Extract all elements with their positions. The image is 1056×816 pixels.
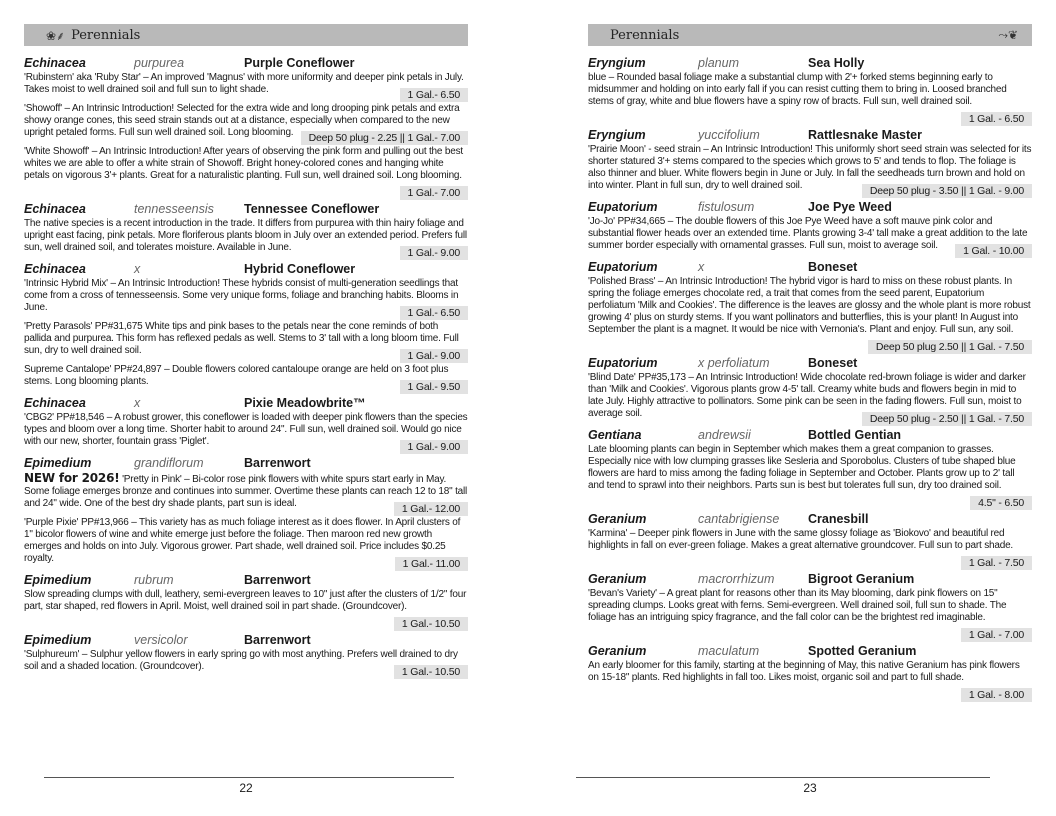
variety-text: Late blooming plants can begin in September which makes them a great companion to grasses. Especially nice with low clumping grasses like Sesleria and Sporobolus. Clusters of tube shaped blue flowers are hard to miss among the fading foliage in September and October. Plants grow up to 2' tall and tend to sprawl into their neighbors. Parts sun is best but tolerates full sun, dry too drained soil. bbox=[588, 444, 1016, 491]
plant-genus: Gentiana bbox=[588, 428, 642, 442]
plant-heading bbox=[24, 202, 468, 217]
variety-description bbox=[24, 103, 468, 144]
variety-description bbox=[24, 649, 468, 678]
right-page bbox=[528, 0, 1056, 816]
plant-entry bbox=[588, 200, 1032, 257]
plant-heading bbox=[588, 56, 1032, 71]
variety-description bbox=[24, 321, 468, 362]
price-tag: Deep 50 plug - 3.50 || 1 Gal. - 9.00 bbox=[862, 184, 1032, 198]
plant-common-name: Spotted Geranium bbox=[808, 644, 917, 658]
plant-genus: Eryngium bbox=[588, 128, 646, 142]
plant-entry bbox=[588, 572, 1032, 641]
price-tag: 1 Gal. - 10.00 bbox=[955, 244, 1032, 258]
variety-text: 'Pretty Parasols' PP#31,675 White tips and pink bases to the petals near the cone reminds of both pallida and purpurea. This form has reflexed pedals as well. Stems to 3' tall with a long bloom time. Full sun, dry to well drained soil. bbox=[24, 321, 459, 356]
plant-common-name: Hybrid Coneflower bbox=[244, 262, 356, 276]
variety-text: 'Jo-Jo' PP#34,665 – The double flowers of this Joe Pye Weed have a soft mauve pink color and substantial flower heads over an extended time. Plants growing 3-4' tall make a great addition to the late summer border especially with ornamental grasses. Full sun, moist to average soil. bbox=[588, 216, 1028, 251]
footer-divider bbox=[576, 777, 990, 778]
plant-heading bbox=[24, 456, 468, 471]
variety-text: blue – Rounded basal foliage make a substantial clump with 2'+ forked stems beginning early to midsummer and holding on into early fall if you can resist cutting them to bring in. Loosed branched stems of gray, white and blue flowers have a spiny row of bracts. Full sun, well drained soil. bbox=[588, 72, 1007, 107]
variety-text: 'Blind Date' PP#35,173 – An Intrinsic Introduction! Wide chocolate red-brown foliage is wider and darker than 'Milk and Cookies'. Vigorous plants grow 4-5' tall. Creamy white buds and flowers begin in mid to late July. Highly attractive to pollinators. Some pink can be seen in the fading flowers. Full sun, moist to average soil. bbox=[588, 372, 1026, 419]
variety-text: 'Karmina' – Deeper pink flowers in June with the same glossy foliage as 'Biokovo' and beautiful red highlights in fall on ever-green foliage. Makes a great alternative groundcover. Full sun to part shade. bbox=[588, 528, 1014, 551]
plant-entry bbox=[24, 456, 468, 570]
page-header bbox=[24, 24, 468, 46]
plant-entry bbox=[588, 260, 1032, 353]
plant-heading bbox=[24, 573, 468, 588]
variety-description bbox=[24, 218, 468, 259]
plant-species: x perfoliatum bbox=[698, 356, 770, 370]
variety-description bbox=[588, 72, 1032, 125]
plant-entry bbox=[24, 262, 468, 393]
plant-genus: Geranium bbox=[588, 572, 647, 586]
variety-text: 'Rubinstern' aka 'Ruby Star' – An improved 'Magnus' with more uniformity and deeper pink petals in July. Takes moist to well drained soil and full sun to light shade. bbox=[24, 72, 464, 95]
plant-heading bbox=[588, 260, 1032, 275]
plant-entry bbox=[24, 633, 468, 678]
header-title: Perennials bbox=[610, 27, 680, 43]
catalog-column bbox=[588, 56, 1032, 704]
plant-common-name: Boneset bbox=[808, 356, 858, 370]
variety-description bbox=[588, 528, 1032, 569]
variety-description bbox=[24, 146, 468, 199]
price-tag: 1 Gal.- 7.00 bbox=[400, 186, 468, 200]
plant-genus: Eupatorium bbox=[588, 356, 658, 370]
price-tag: 1 Gal. - 7.00 bbox=[961, 628, 1032, 642]
price-tag: 1 Gal.- 6.50 bbox=[400, 88, 468, 102]
variety-text: 'Showoff' – An Intrinsic Introduction! Selected for the extra wide and long drooping pink petals and extra showy orange cones, this seed strain stands out at a distance, especially when compared to the new upright petaled forms. Full sun well drained soil. Long blooming. bbox=[24, 103, 460, 138]
variety-text: 'CBG2' PP#18,546 – A robust grower, this coneflower is loaded with deeper pink flowers than the species types and bloom over a long time. Shorter habit to around 24". Full sun, well drained soil. Would go nice with our new, shorter, fountain grass 'Piglet'. bbox=[24, 412, 468, 447]
plant-species: purpurea bbox=[134, 56, 185, 70]
plant-common-name: Bottled Gentian bbox=[808, 428, 902, 442]
variety-text: 'Prairie Moon' - seed strain – An Intrinsic Introduction! This uniformly short seed strain was selected for its shorter statured 3'+ stems compared to the species which grows to 5' and tends to flop. The foliage is also thinner and bluer. White flowers begin in June or July. In fall the seedheads turn brown and hold on into winter. Plant in full sun, dry to well drained soil. bbox=[588, 144, 1032, 191]
plant-genus: Eupatorium bbox=[588, 260, 658, 274]
plant-species: fistulosum bbox=[698, 200, 755, 214]
plant-species: x bbox=[134, 262, 141, 276]
price-tag: 1 Gal.- 11.00 bbox=[395, 557, 468, 571]
plant-common-name: Purple Coneflower bbox=[244, 56, 355, 70]
plant-common-name: Barrenwort bbox=[244, 573, 311, 587]
price-tag: Deep 50 plug - 2.25 || 1 Gal.- 7.00 bbox=[301, 131, 468, 145]
variety-text: 'Intrinsic Hybrid Mix' – An Intrinsic Introduction! These hybrids consist of multi-generation seedlings that come from a cross of tennesseensis. Some very unique forms, foliage and branching habits. Blooms in June. bbox=[24, 278, 459, 313]
variety-description bbox=[588, 216, 1032, 257]
variety-text: 'Polished Brass' – An Intrinsic Introduction! The hybrid vigor is hard to miss on these robust plants. In spring the foliage emerges chocolate red, a trait that comes from the seed parent, Eupatorium perfoliatum 'Milk and Cookies'. The difference is the leaves are glossy and the whole plant is more robust growing 4' plus on sturdy stems. If you want pollinators and butterflies, this is your plant! In August into September the plant is a magnet. It would be nice with Vernonia's. Plant and enjoy. Full sun, any soil. bbox=[588, 276, 1031, 335]
plant-species: planum bbox=[698, 56, 739, 70]
price-tag: 1 Gal.- 9.00 bbox=[400, 349, 468, 363]
plant-genus: Epimedium bbox=[24, 456, 92, 470]
plant-heading bbox=[24, 396, 468, 411]
plant-entry bbox=[588, 56, 1032, 125]
plant-common-name: Rattlesnake Master bbox=[808, 128, 922, 142]
plant-genus: Echinacea bbox=[24, 262, 86, 276]
plant-heading bbox=[588, 644, 1032, 659]
plant-species: x bbox=[134, 396, 141, 410]
price-tag: 1 Gal. - 7.50 bbox=[961, 556, 1032, 570]
plant-genus: Geranium bbox=[588, 512, 647, 526]
variety-text: 'Purple Pixie' PP#13,966 – This variety has as much foliage interest as it does flower. In April clusters of 1" bicolor flowers of wine and white emerge just before the foliage. Then maroon red new growth emerges and holds on into July. Vigorous grower. Part shade, well drained soil. Price includes $0.25 royalty. bbox=[24, 517, 461, 564]
price-tag: 1 Gal.- 10.50 bbox=[394, 617, 468, 631]
plant-species: maculatum bbox=[698, 644, 760, 658]
variety-description bbox=[24, 278, 468, 319]
variety-description bbox=[588, 372, 1032, 425]
price-tag: 1 Gal.- 10.50 bbox=[394, 665, 468, 679]
plant-genus: Eupatorium bbox=[588, 200, 658, 214]
variety-text: The native species is a recent introduction in the trade. It differs from purpurea with thin hairy foliage and upright east facing, pink petals. More floriferous plants bloom in July over an extended period. Prefers full sun, well drained soil, and tolerates moisture. Available in June. bbox=[24, 218, 467, 253]
plant-heading bbox=[588, 128, 1032, 143]
plant-heading bbox=[24, 56, 468, 71]
plant-species: tennesseensis bbox=[134, 202, 214, 216]
price-tag: 1 Gal.- 12.00 bbox=[394, 502, 468, 516]
plant-entry bbox=[588, 512, 1032, 569]
plant-common-name: Cranesbill bbox=[808, 512, 869, 526]
plant-entry bbox=[588, 428, 1032, 509]
plant-species: yuccifolium bbox=[698, 128, 760, 142]
plant-heading bbox=[588, 428, 1032, 443]
price-tag: 4.5" - 6.50 bbox=[970, 496, 1032, 510]
page-header bbox=[588, 24, 1032, 46]
variety-description bbox=[24, 589, 468, 630]
header-title: Perennials bbox=[71, 27, 141, 43]
plant-common-name: Pixie Meadowbrite™ bbox=[244, 396, 366, 410]
page-number: 22 bbox=[239, 781, 253, 795]
plant-species: macrorrhizum bbox=[698, 572, 775, 586]
plant-entry bbox=[24, 396, 468, 453]
variety-description bbox=[588, 444, 1032, 509]
plant-genus: Geranium bbox=[588, 644, 647, 658]
variety-text: 'Sulphureum' – Sulphur yellow flowers in early spring go with most anything. Prefers well drained to dry soil and a shaded location. (Groundcover). bbox=[24, 649, 458, 672]
variety-description bbox=[588, 276, 1032, 353]
plant-entry bbox=[24, 573, 468, 630]
plant-entry bbox=[588, 356, 1032, 425]
plant-entry bbox=[24, 202, 468, 259]
plant-common-name: Boneset bbox=[808, 260, 858, 274]
plant-genus: Epimedium bbox=[24, 633, 92, 647]
variety-text: 'White Showoff' – An Intrinsic Introduction! After years of observing the pink form and pulling out the best whites we are able to offer a white strain of Showoff. Bright honey-colored cones and hanging white petals on vigorous 3'+ plants. Great for a naturalistic planting. Full sun, well drained soil. Long blooming. bbox=[24, 146, 463, 181]
variety-description bbox=[24, 364, 468, 393]
variety-description bbox=[588, 660, 1032, 701]
price-tag: 1 Gal.- 9.00 bbox=[400, 246, 468, 260]
variety-description bbox=[24, 72, 468, 101]
footer-divider bbox=[44, 777, 454, 778]
plant-common-name: Barrenwort bbox=[244, 633, 311, 647]
plant-common-name: Barrenwort bbox=[244, 456, 311, 470]
plant-species: x bbox=[698, 260, 705, 274]
leaf-ornament-icon: ❀⸙ bbox=[46, 28, 66, 43]
variety-text: 'Bevan's Variety' – A great plant for reasons other than its May blooming, dark pink flowers on 15" spreading clumps. Looks great with ferns. Semi-evergreen. Well drained soil, full sun to shade. The foliage has an intriguing spicy fragrance, and the fall color can be the brightest red imaginable. bbox=[588, 588, 1007, 623]
new-badge: NEW for 2026! bbox=[24, 471, 120, 485]
plant-common-name: Joe Pye Weed bbox=[808, 200, 892, 214]
plant-common-name: Bigroot Geranium bbox=[808, 572, 915, 586]
bird-ornament-icon: ⤳❦ bbox=[998, 27, 1018, 42]
price-tag: Deep 50 plug - 2.50 || 1 Gal. - 7.50 bbox=[862, 412, 1032, 426]
price-tag: Deep 50 plug 2.50 || 1 Gal. - 7.50 bbox=[868, 340, 1032, 354]
plant-entry bbox=[588, 644, 1032, 701]
plant-common-name: Sea Holly bbox=[808, 56, 865, 70]
plant-heading bbox=[588, 512, 1032, 527]
page-number: 23 bbox=[803, 781, 817, 795]
catalog-column bbox=[24, 56, 468, 681]
plant-heading bbox=[24, 633, 468, 648]
plant-entry bbox=[588, 128, 1032, 197]
plant-species: andrewsii bbox=[698, 428, 751, 442]
plant-genus: Epimedium bbox=[24, 573, 92, 587]
variety-text: Slow spreading clumps with dull, leathery, semi-evergreen leaves to 10" just after the clusters of 1/2" four part, star shaped, red flowers in April. Moist, well drained soil in part shade. (Groundcover). bbox=[24, 589, 467, 612]
price-tag: 1 Gal.- 6.50 bbox=[400, 306, 468, 320]
plant-species: versicolor bbox=[134, 633, 188, 647]
plant-species: grandiflorum bbox=[134, 456, 204, 470]
plant-heading bbox=[24, 262, 468, 277]
variety-description bbox=[24, 471, 468, 515]
plant-genus: Echinacea bbox=[24, 202, 86, 216]
plant-species: rubrum bbox=[134, 573, 174, 587]
variety-description bbox=[24, 517, 468, 570]
plant-species: cantabrigiense bbox=[698, 512, 780, 526]
variety-text: Supreme Cantalope' PP#24,897 – Double flowers colored cantaloupe orange are held on 3 foot plus stems. Long blooming plants. bbox=[24, 364, 449, 387]
variety-text: 'Pretty in Pink' – Bi-color rose pink flowers with white spurs start early in May. Some foliage emerges bronze and continues into summer. Overtime these plants can reach 12 to 18" tall and 24" wide. One of the best dry shade plants, part sun is ideal. bbox=[24, 474, 468, 509]
plant-genus: Echinacea bbox=[24, 396, 86, 410]
plant-entry bbox=[24, 56, 468, 199]
plant-heading bbox=[588, 200, 1032, 215]
plant-genus: Eryngium bbox=[588, 56, 646, 70]
variety-text: An early bloomer for this family, starting at the beginning of May, this native Geranium has pink flowers on 15-18" plants. Red highlights in fall too. Likes moist, organic soil and part to full shade. bbox=[588, 660, 1020, 683]
variety-description bbox=[588, 144, 1032, 197]
plant-heading bbox=[588, 356, 1032, 371]
price-tag: 1 Gal. - 6.50 bbox=[961, 112, 1032, 126]
price-tag: 1 Gal.- 9.50 bbox=[400, 380, 468, 394]
variety-description bbox=[588, 588, 1032, 641]
plant-genus: Echinacea bbox=[24, 56, 86, 70]
variety-description bbox=[24, 412, 468, 453]
plant-common-name: Tennessee Coneflower bbox=[244, 202, 380, 216]
price-tag: 1 Gal.- 9.00 bbox=[400, 440, 468, 454]
plant-heading bbox=[588, 572, 1032, 587]
price-tag: 1 Gal. - 8.00 bbox=[961, 688, 1032, 702]
